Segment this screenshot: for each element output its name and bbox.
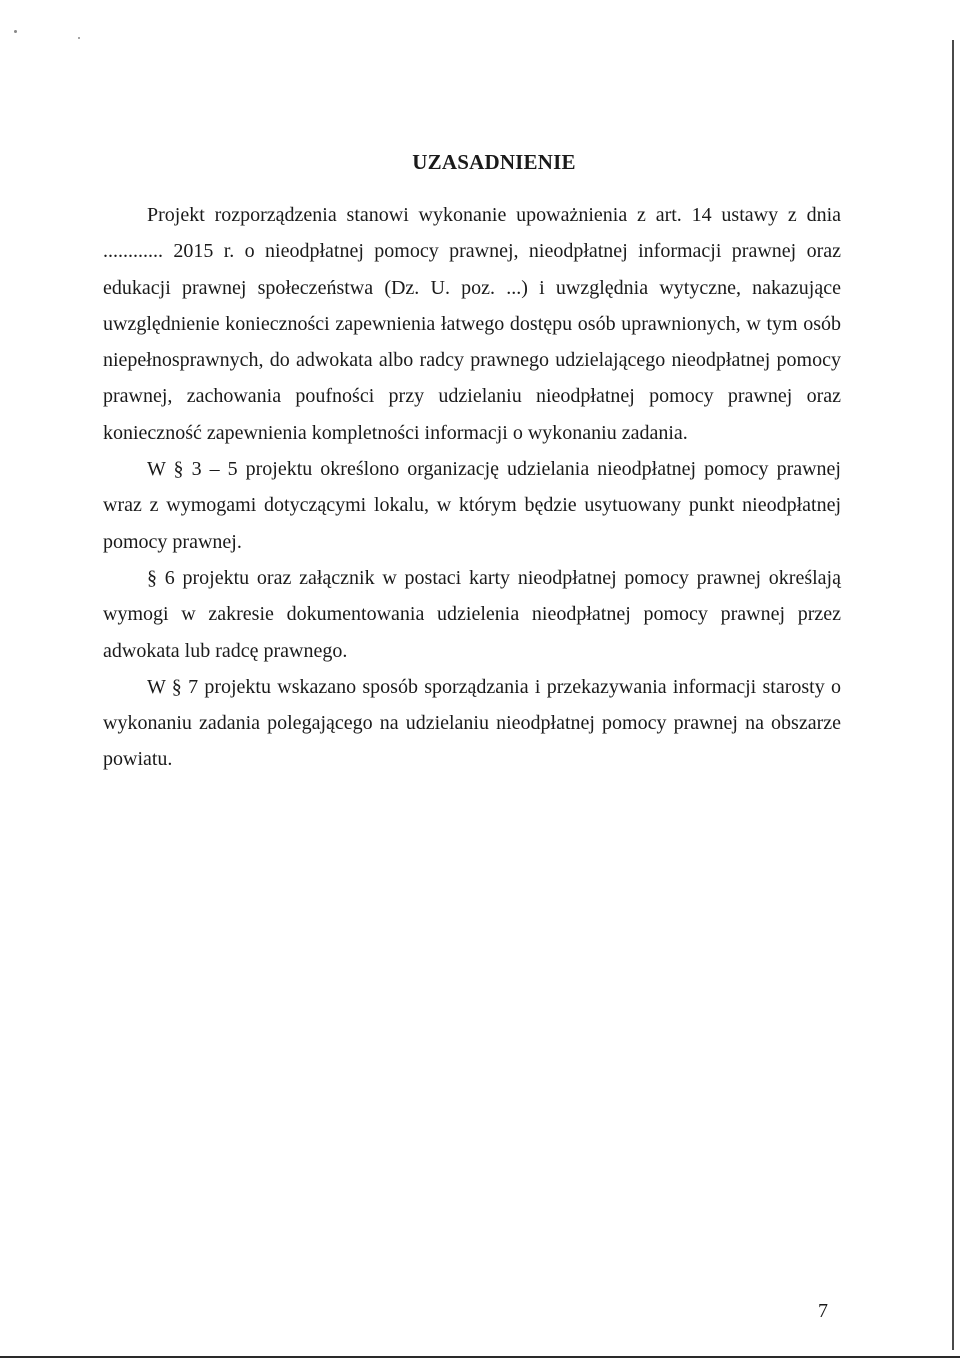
scan-speck [14,30,17,33]
paragraph-4: W § 7 projektu wskazano sposób sporządzania i przekazywania informacji starosty o wykonaniu zadania polegającego na udzielaniu nieodpłatnej pomocy prawnej na obszarze powiatu. [103,675,841,771]
scan-edge-bottom [0,1356,960,1358]
paragraph-1: Projekt rozporządzenia stanowi wykonanie upoważnienia z art. 14 ustawy z dnia ............ 2015 r. o nieodpłatnej pomocy prawnej, nieodpłatnej informacji prawnej oraz edukacji prawnej społeczeństwa (Dz. U. poz. ...) i uwzględnia wytyczne, nakazujące uwzględnienie konieczności zapewnienia łatwego dostępu osób uprawnionych, w tym osób niepełnosprawnych, do adwokata albo radcy prawnego udzielającego nieodpłatnej pomocy prawnej, zachowania poufności przy udzielaniu nieodpłatnej pomocy prawnej oraz konieczność zapewnienia kompletności informacji o wykonaniu zadania. [103,204,841,444]
document-title: UZASADNIENIE [412,150,576,174]
document-body [103,197,841,778]
scan-speck [78,37,80,39]
page-number: 7 [818,1300,828,1322]
scan-edge-right [952,40,954,1350]
paragraph-3: § 6 projektu oraz załącznik w postaci karty nieodpłatnej pomocy prawnej określają wymogi w zakresie dokumentowania udzielenia nieodpłatnej pomocy prawnej przez adwokata lub radcę prawnego. [103,566,841,662]
paragraph-2: W § 3 – 5 projektu określono organizację udzielania nieodpłatnej pomocy prawnej wraz z wymogami dotyczącymi lokalu, w którym będzie usytuowany punkt nieodpłatnej pomocy prawnej. [103,458,841,553]
